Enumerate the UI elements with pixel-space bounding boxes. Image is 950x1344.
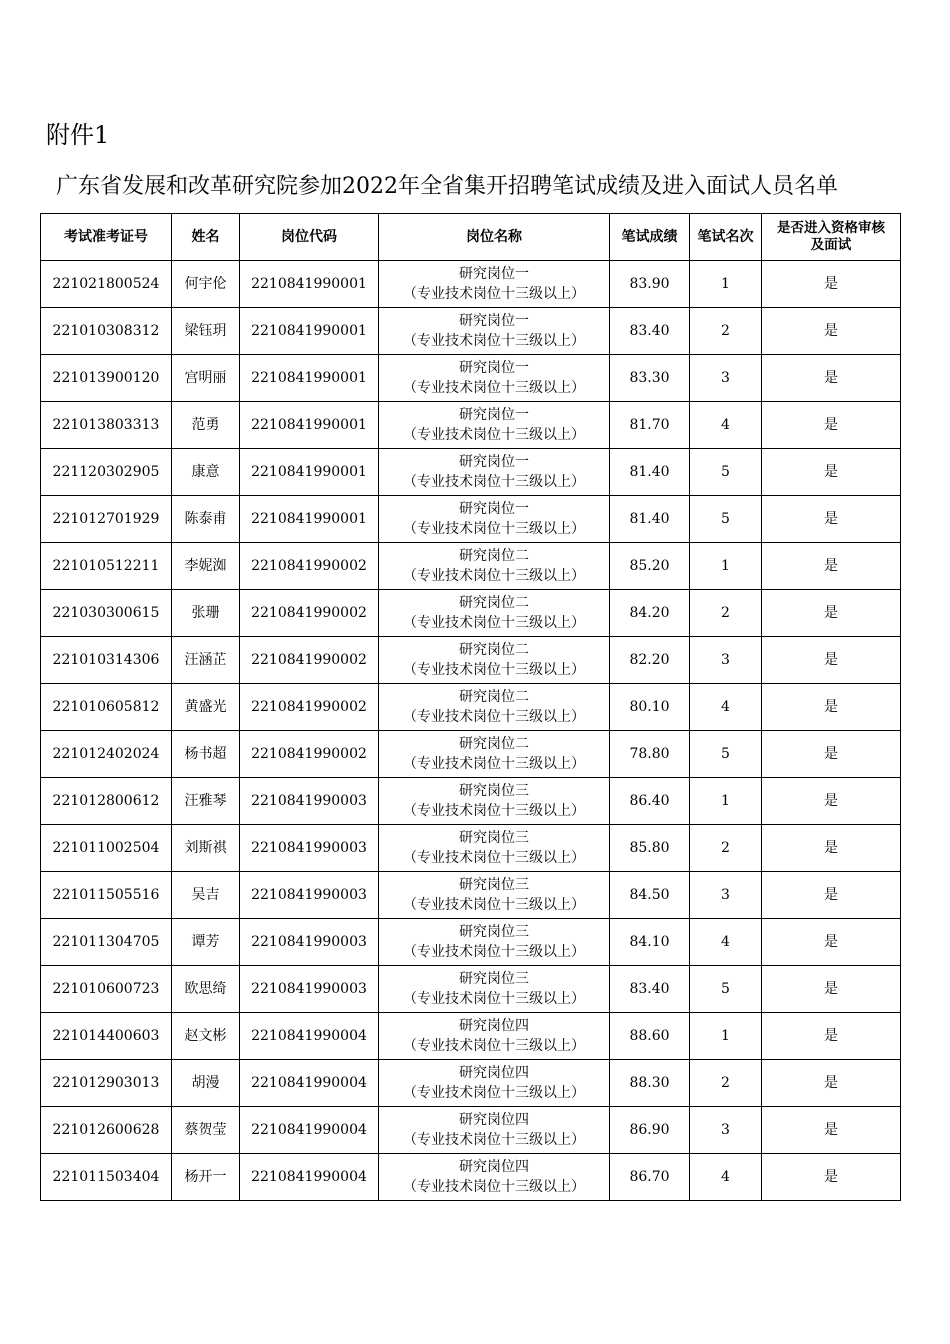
cell-post-name: [379, 355, 610, 402]
cell-exam-id: 221010600723: [41, 966, 172, 1013]
cell-post-name: [379, 825, 610, 872]
cell-rank: 4: [690, 684, 762, 731]
table-row: [41, 919, 901, 966]
cell-score: 86.70: [610, 1154, 690, 1201]
cell-score: 83.30: [610, 355, 690, 402]
cell-post-code: 2210841990001: [240, 402, 379, 449]
cell-post-code: 2210841990003: [240, 778, 379, 825]
cell-post-name: [379, 684, 610, 731]
cell-score: 84.20: [610, 590, 690, 637]
cell-name: 杨书超: [172, 731, 240, 778]
header-qualified-line2: 及面试: [810, 237, 852, 253]
table-row: [41, 449, 901, 496]
cell-exam-id: 221010512211: [41, 543, 172, 590]
post-level: （专业技术岗位十三级以上）: [403, 1085, 585, 1101]
post-level: （专业技术岗位十三级以上）: [403, 1038, 585, 1054]
post-level: （专业技术岗位十三级以上）: [403, 662, 585, 678]
table-row: [41, 590, 901, 637]
post-title: 研究岗位一: [459, 266, 529, 282]
cell-qualified: 是: [762, 402, 901, 449]
cell-score: 80.10: [610, 684, 690, 731]
cell-exam-id: 221012600628: [41, 1107, 172, 1154]
cell-name: 范勇: [172, 402, 240, 449]
table-row: [41, 1013, 901, 1060]
cell-name: 吴吉: [172, 872, 240, 919]
post-title: 研究岗位一: [459, 360, 529, 376]
header-post-name: 岗位名称: [379, 214, 610, 261]
cell-post-code: 2210841990002: [240, 731, 379, 778]
table-row: [41, 825, 901, 872]
cell-score: 83.90: [610, 261, 690, 308]
cell-rank: 3: [690, 1107, 762, 1154]
cell-rank: 1: [690, 543, 762, 590]
cell-score: 86.40: [610, 778, 690, 825]
cell-rank: 1: [690, 1013, 762, 1060]
table-row: [41, 1154, 901, 1201]
post-level: （专业技术岗位十三级以上）: [403, 1132, 585, 1148]
cell-name: 宫明丽: [172, 355, 240, 402]
cell-score: 88.30: [610, 1060, 690, 1107]
post-level: （专业技术岗位十三级以上）: [403, 521, 585, 537]
cell-post-name: [379, 449, 610, 496]
post-title: 研究岗位四: [459, 1159, 529, 1175]
cell-qualified: 是: [762, 919, 901, 966]
cell-rank: 3: [690, 637, 762, 684]
cell-qualified: 是: [762, 355, 901, 402]
table-row: [41, 355, 901, 402]
table-row: [41, 402, 901, 449]
table-row: [41, 966, 901, 1013]
cell-score: 85.20: [610, 543, 690, 590]
cell-exam-id: 221013803313: [41, 402, 172, 449]
cell-post-name: [379, 261, 610, 308]
cell-rank: 4: [690, 402, 762, 449]
post-level: （专业技术岗位十三级以上）: [403, 333, 585, 349]
table-row: [41, 731, 901, 778]
header-post-code: 岗位代码: [240, 214, 379, 261]
cell-qualified: 是: [762, 684, 901, 731]
cell-qualified: 是: [762, 825, 901, 872]
cell-post-name: [379, 543, 610, 590]
cell-post-code: 2210841990001: [240, 355, 379, 402]
cell-qualified: 是: [762, 308, 901, 355]
cell-qualified: 是: [762, 1060, 901, 1107]
cell-score: 81.40: [610, 496, 690, 543]
results-table: [40, 213, 901, 1201]
cell-name: 胡漫: [172, 1060, 240, 1107]
post-title: 研究岗位三: [459, 783, 529, 799]
post-level: （专业技术岗位十三级以上）: [403, 615, 585, 631]
cell-name: 赵文彬: [172, 1013, 240, 1060]
document-title: 广东省发展和改革研究院参加2022年全省集开招聘笔试成绩及进入面试人员名单: [56, 174, 838, 199]
cell-name: 欧思绮: [172, 966, 240, 1013]
cell-qualified: 是: [762, 1154, 901, 1201]
cell-post-name: [379, 966, 610, 1013]
post-level: （专业技术岗位十三级以上）: [403, 1179, 585, 1195]
cell-rank: 5: [690, 449, 762, 496]
cell-score: 81.40: [610, 449, 690, 496]
cell-post-code: 2210841990001: [240, 308, 379, 355]
cell-score: 83.40: [610, 966, 690, 1013]
cell-qualified: 是: [762, 1013, 901, 1060]
cell-name: 何宇伦: [172, 261, 240, 308]
cell-exam-id: 221011304705: [41, 919, 172, 966]
cell-exam-id: 221011503404: [41, 1154, 172, 1201]
post-title: 研究岗位二: [459, 689, 529, 705]
cell-score: 84.10: [610, 919, 690, 966]
post-title: 研究岗位三: [459, 830, 529, 846]
post-title: 研究岗位一: [459, 501, 529, 517]
cell-score: 81.70: [610, 402, 690, 449]
cell-name: 蔡贺莹: [172, 1107, 240, 1154]
post-level: （专业技术岗位十三级以上）: [403, 427, 585, 443]
cell-rank: 1: [690, 261, 762, 308]
cell-exam-id: 221012402024: [41, 731, 172, 778]
cell-name: 李妮洳: [172, 543, 240, 590]
post-level: （专业技术岗位十三级以上）: [403, 286, 585, 302]
cell-rank: 3: [690, 872, 762, 919]
table-body: [41, 261, 901, 1201]
table-row: [41, 543, 901, 590]
cell-qualified: 是: [762, 778, 901, 825]
cell-qualified: 是: [762, 966, 901, 1013]
cell-exam-id: 221012701929: [41, 496, 172, 543]
cell-post-code: 2210841990004: [240, 1060, 379, 1107]
table-row: [41, 872, 901, 919]
post-level: （专业技术岗位十三级以上）: [403, 803, 585, 819]
cell-post-code: 2210841990001: [240, 449, 379, 496]
post-level: （专业技术岗位十三级以上）: [403, 850, 585, 866]
cell-exam-id: 221030300615: [41, 590, 172, 637]
cell-post-name: [379, 1107, 610, 1154]
table-row: [41, 261, 901, 308]
cell-score: 88.60: [610, 1013, 690, 1060]
cell-exam-id: 221010308312: [41, 308, 172, 355]
cell-exam-id: 221010605812: [41, 684, 172, 731]
cell-post-code: 2210841990003: [240, 825, 379, 872]
cell-exam-id: 221011505516: [41, 872, 172, 919]
cell-rank: 5: [690, 731, 762, 778]
cell-post-name: [379, 731, 610, 778]
cell-post-code: 2210841990004: [240, 1013, 379, 1060]
table-row: [41, 1060, 901, 1107]
cell-post-code: 2210841990004: [240, 1154, 379, 1201]
post-title: 研究岗位一: [459, 407, 529, 423]
post-level: （专业技术岗位十三级以上）: [403, 897, 585, 913]
cell-post-code: 2210841990002: [240, 637, 379, 684]
table-header-row: [41, 214, 901, 261]
cell-name: 陈泰甫: [172, 496, 240, 543]
cell-post-code: 2210841990002: [240, 590, 379, 637]
cell-exam-id: 221013900120: [41, 355, 172, 402]
cell-rank: 2: [690, 1060, 762, 1107]
table-row: [41, 637, 901, 684]
header-qualified-line1: 是否进入资格审核: [777, 220, 885, 236]
table-row: [41, 684, 901, 731]
cell-exam-id: 221010314306: [41, 637, 172, 684]
cell-post-code: 2210841990001: [240, 261, 379, 308]
post-title: 研究岗位二: [459, 736, 529, 752]
post-level: （专业技术岗位十三级以上）: [403, 380, 585, 396]
cell-qualified: 是: [762, 496, 901, 543]
cell-rank: 2: [690, 308, 762, 355]
cell-qualified: 是: [762, 872, 901, 919]
post-title: 研究岗位四: [459, 1018, 529, 1034]
cell-name: 刘斯祺: [172, 825, 240, 872]
cell-name: 康意: [172, 449, 240, 496]
cell-post-code: 2210841990002: [240, 543, 379, 590]
header-qualified: [762, 214, 901, 261]
cell-post-name: [379, 590, 610, 637]
cell-qualified: 是: [762, 261, 901, 308]
cell-post-name: [379, 402, 610, 449]
cell-exam-id: 221014400603: [41, 1013, 172, 1060]
cell-exam-id: 221012800612: [41, 778, 172, 825]
cell-rank: 5: [690, 496, 762, 543]
table-row: [41, 778, 901, 825]
cell-post-code: 2210841990002: [240, 684, 379, 731]
cell-exam-id: 221012903013: [41, 1060, 172, 1107]
cell-name: 杨开一: [172, 1154, 240, 1201]
cell-post-code: 2210841990003: [240, 872, 379, 919]
cell-name: 汪雅琴: [172, 778, 240, 825]
cell-rank: 3: [690, 355, 762, 402]
cell-rank: 4: [690, 1154, 762, 1201]
cell-qualified: 是: [762, 637, 901, 684]
cell-post-code: 2210841990004: [240, 1107, 379, 1154]
cell-rank: 5: [690, 966, 762, 1013]
cell-rank: 2: [690, 590, 762, 637]
cell-rank: 4: [690, 919, 762, 966]
cell-score: 85.80: [610, 825, 690, 872]
header-exam-id: 考试准考证号: [41, 214, 172, 261]
post-level: （专业技术岗位十三级以上）: [403, 568, 585, 584]
cell-score: 86.90: [610, 1107, 690, 1154]
cell-post-code: 2210841990003: [240, 919, 379, 966]
cell-post-code: 2210841990001: [240, 496, 379, 543]
post-title: 研究岗位三: [459, 877, 529, 893]
post-title: 研究岗位二: [459, 595, 529, 611]
header-score: 笔试成绩: [610, 214, 690, 261]
cell-exam-id: 221021800524: [41, 261, 172, 308]
cell-post-name: [379, 1013, 610, 1060]
cell-name: 谭芳: [172, 919, 240, 966]
cell-exam-id: 221120302905: [41, 449, 172, 496]
post-title: 研究岗位一: [459, 454, 529, 470]
post-level: （专业技术岗位十三级以上）: [403, 991, 585, 1007]
cell-qualified: 是: [762, 449, 901, 496]
header-name: 姓名: [172, 214, 240, 261]
cell-post-name: [379, 1154, 610, 1201]
cell-post-code: 2210841990003: [240, 966, 379, 1013]
cell-post-name: [379, 778, 610, 825]
cell-post-name: [379, 919, 610, 966]
table-row: [41, 1107, 901, 1154]
cell-score: 83.40: [610, 308, 690, 355]
cell-qualified: 是: [762, 1107, 901, 1154]
cell-name: 汪涵芷: [172, 637, 240, 684]
cell-rank: 1: [690, 778, 762, 825]
post-title: 研究岗位四: [459, 1065, 529, 1081]
cell-post-name: [379, 637, 610, 684]
cell-post-name: [379, 872, 610, 919]
cell-qualified: 是: [762, 731, 901, 778]
cell-qualified: 是: [762, 590, 901, 637]
cell-name: 张珊: [172, 590, 240, 637]
cell-score: 84.50: [610, 872, 690, 919]
post-level: （专业技术岗位十三级以上）: [403, 474, 585, 490]
attachment-label: 附件1: [46, 121, 110, 149]
post-level: （专业技术岗位十三级以上）: [403, 756, 585, 772]
cell-post-name: [379, 496, 610, 543]
header-rank: 笔试名次: [690, 214, 762, 261]
cell-qualified: 是: [762, 543, 901, 590]
post-level: （专业技术岗位十三级以上）: [403, 944, 585, 960]
post-title: 研究岗位四: [459, 1112, 529, 1128]
post-title: 研究岗位二: [459, 548, 529, 564]
cell-post-name: [379, 1060, 610, 1107]
post-level: （专业技术岗位十三级以上）: [403, 709, 585, 725]
cell-name: 黄盛光: [172, 684, 240, 731]
post-title: 研究岗位一: [459, 313, 529, 329]
cell-rank: 2: [690, 825, 762, 872]
cell-score: 82.20: [610, 637, 690, 684]
table-row: [41, 308, 901, 355]
post-title: 研究岗位二: [459, 642, 529, 658]
post-title: 研究岗位三: [459, 924, 529, 940]
post-title: 研究岗位三: [459, 971, 529, 987]
cell-score: 78.80: [610, 731, 690, 778]
cell-exam-id: 221011002504: [41, 825, 172, 872]
cell-name: 梁钰玥: [172, 308, 240, 355]
cell-post-name: [379, 308, 610, 355]
table-row: [41, 496, 901, 543]
